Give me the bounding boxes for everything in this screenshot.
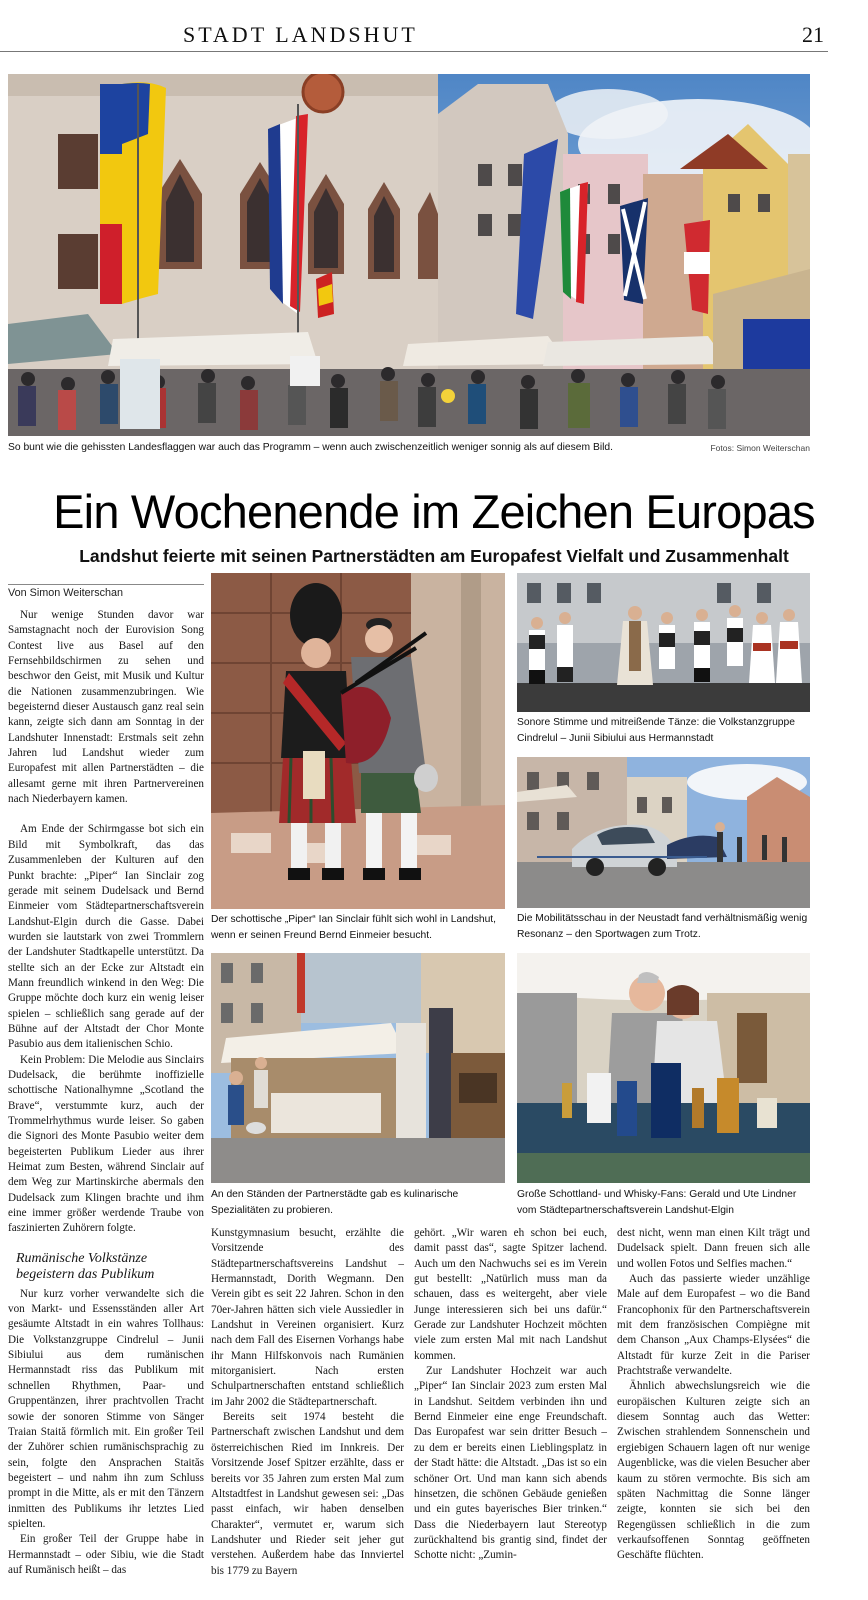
photo-dancers <box>517 573 810 712</box>
top-photo-caption: So bunt wie die gehissten Landesflaggen war auch das Programm – wenn auch zwischenzeitlich weniger sonnig als auf diesem Bild. <box>8 442 614 453</box>
paragraph: Kunstgymnasium besucht, erzählte die Vorsitzende des Städtepartnerschaftsvereins Landshut – Hermannstadt, Dorith Wegmann. Den Verein gibt es seit 22 Jahren. Schon in den 70er-Jahren hätten sich viele Aussiedler in Landshut in Vereinen organisiert. Kurz nach dem Fall des Eisernen Vorhangs habe ihr Mann Hilfskonvois nach Rumänien mitorganisiert. Nach ersten Schulpartnerschaften entstand schließlich im Jahr 2002 die Städtepartnerschaft. <box>211 1227 404 1408</box>
paragraph: gehört. „Wir waren eh schon bei euch, damit passt das“, sagte Spitzer lachend. Auch um den Nachwuchs sei es im Verein gut bestellt: „Natürlich muss man da schauen, dass es weitergeht, aber viele Junge interessieren sich bei uns dafür.“ Gerade zur Landshuter Hochzeit möchten viele zum ersten Mal mit nach Landshut kommen. <box>414 1227 607 1362</box>
photo-whisky-stand <box>517 953 810 1183</box>
headline: Ein Wochenende im Zeichen Europas <box>53 485 815 538</box>
article-column-2 <box>211 1226 404 1579</box>
caption-dancers: Sonore Stimme und mitreißende Tänze: die Volkstanzgruppe Cindrelul – Junii Sibiului aus Hermannstadt <box>517 717 795 744</box>
paragraph: Am Ende der Schirmgasse bot sich ein Bild mit Symbolkraft, das das Zusammenleben der Kulturen auf den Punkt brachte: „Piper“ Ian Sinclair zog gerade mit seinem Dudelsack und Bernd Einmeier vom Städtepartnerschaftsverein Landshut-Elgin durch die Gasse. Dabei wurden sie lautstark von zwei Trommlern der Landshuter Stadtkapelle unterstützt. Da stellte sich an der Ecke zur Altstadt ein Mann freundlich winkend in den Weg: Die Gruppe möchte doch kurz ein wenig leiser spielen – schließlich sang gerade auf der Bühne auf der Altstadt der Chor Monte Pasubio aus dem italienischen Schio. <box>8 823 204 1051</box>
subheading: Rumänische Volkstänze begeistern das Publikum <box>16 1250 155 1282</box>
paragraph: Ähnlich abwechslungsreich wie die europäischen Kulturen zeigte sich an diesem Sonntag auch das Wetter: Zwischen strahlendem Sonnenschein und ergiebigen Schauern lagen oft nur wenige Augenblicke, was die vielen Besucher aber kaum zu stören vermochte. Bis sich am späten Nachmittag die Sonne länger zeigte, konnten sie sich bei den Regengüssen schließlich in die zum verkaufsoffenen Sonntag geöffneten Geschäfte flüchten. <box>617 1380 810 1562</box>
subheadline: Landshut feierte mit seinen Partnerstädten am Europafest Vielfalt und Zusammenhalt <box>79 546 789 566</box>
photo-credit: Fotos: Simon Weiterschan <box>710 443 810 453</box>
paragraph: Nur kurz vorher verwandelte sich die von Markt- und Essensständen aller Art gesäumte Altstadt in ein wahres Tollhaus: Die Volkstanzgruppe Cindrelul – Junii Sibiului aus dem rumänischen Hermannstadt riss das Publikum mit schnellen Rhythmen, Paar- und Gruppentänzen, ihrer prachtvollen Tracht sowie der sonoren Stimme von Sänger Traian Staită förmlich mit. Ein großer Teil der Zuhörer schien rumänischsprachig zu sein, folgte den Ansprachen Staităs begeistert – und nahm ihn zum Schluss prompt in die Mitte, als er mit den Tänzern inmitten des Publikums ihr letztes Lied spielten. <box>8 1287 204 1530</box>
paragraph: Bereits seit 1974 besteht die Partnerschaft zwischen Landshut und dem österreichischen Ried im Innkreis. Der Vorsitzende Josef Spitzer erzählte, dass er bereits vor 35 Jahren zum ersten Mal zum Altstadtfest in Landshut gewesen sei: „Das passt einfach, wir haben denselben Charakter“, vermutet er, warum sich Landshuter und Rieder seit jeher gut verstehen. Außerdem habe das Innviertel bis 1779 zu Bayern <box>211 1411 404 1577</box>
byline: Von Simon Weiterschan <box>8 587 124 599</box>
photo-sportscars <box>517 757 810 908</box>
caption-sportscars: Die Mobilitätsschau in der Neustadt fand verhältnismäßig wenig Resonanz – den Sportwagen zum Trotz. <box>517 913 808 940</box>
paragraph: Kein Problem: Die Melodie aus Sinclairs Dudelsack, die berühmte inoffizielle schottische Nationalhymne „Scotland the Brave“, verstummte kurz, auch der Trommelrhythmus wurde leiser. So gaben die Signori des Monte Pasubio weiter dem begeisterten Publikum Lieder aus ihrer Heimat zum Besten, während Sinclair auf dem Weg zur Martinskirche abermals den Dudelsack zum Klingen brachte und ihm eine immer größer werdende Traube von faszinierten Zuhörern folgte. <box>8 1053 204 1235</box>
photo-market-stands <box>211 953 505 1183</box>
paragraph: Zur Landshuter Hochzeit war auch „Piper“ Ian Sinclair 2023 zum ersten Mal in Landshut. Seitdem verbinden ihn und Bernd Einmeier eine enge Freundschaft. Das Europafest war sein dritter Besuch – zu dem er bereits einen Lieblingsplatz in der Stadt hätte: die Altstadt. „Das ist so ein schöner Ort. Und man kann sich abends hinsetzen, die schönen Gebäude genießen und ein gutes bayerisches Bier trinken.“ Dass die Niederbayern laut Stereotyp zurückhaltend bis grantig sind, findet der Schotte nicht: „Zumin- <box>414 1365 607 1562</box>
article-column-1 <box>8 608 204 1578</box>
caption-market-stands: An den Ständen der Partnerstädte gab es kulinarische Spezialitäten zu probieren. <box>211 1189 459 1216</box>
photo-piper <box>211 573 505 909</box>
paragraph: Ein großer Teil der Gruppe habe in Hermannstadt – oder Sibiu, wie die Stadt auf Rumänisch heißt – das <box>8 1533 204 1576</box>
caption-whisky-stand: Große Schottland- und Whisky-Fans: Gerald und Ute Lindner vom Städtepartnerschaftsverein Landshut-Elgin <box>517 1189 797 1216</box>
page-header <box>0 18 828 52</box>
caption-piper: Der schottische „Piper“ Ian Sinclair fühlt sich wohl in Landshut, wenn er seinen Freund Bernd Einmeier besucht. <box>211 914 497 941</box>
byline-rule <box>8 584 204 585</box>
paragraph: Auch das passierte wieder unzählige Male auf dem Europafest – wo die Band Francophonix für den Partnerschaftsverein mit dem französischen Compiègne mit dem Chanson „Aux Champs-Elysées“ die Altstadt für kurze Zeit in die Pariser Prachtstraße verwandelte. <box>617 1273 810 1378</box>
paragraph: dest nicht, wenn man einen Kilt trägt und Dudelsack spielt. Dann freuen sich alle und wollen Fotos und Selfies machen.“ <box>617 1227 810 1270</box>
article-column-3 <box>414 1226 607 1564</box>
article-column-4 <box>617 1226 810 1564</box>
paragraph: Nur wenige Stunden davor war Samstagnacht noch der Eurovision Song Contest live aus Basel auf den Fernsehbildschirmen zu sehen und beschwor den Geist, mit Musik und Kultur die Nationen zusammenzubringen. Wie begeisternd dieser Austausch ganz real sein kann, zeigte sich dann am Sonntag in der Landshuter Innenstadt: Erstmals seit zehn Jahren lud Landshut wieder zum Europafest mit allen Partnerstädten – die allesamt gerne mit ihren Partnervereinen nach Niederbayern kamen. <box>8 609 204 806</box>
page-number: 21 <box>802 22 824 47</box>
section-title: STADT LANDSHUT <box>183 22 418 47</box>
top-photo-square-flags <box>8 74 810 436</box>
